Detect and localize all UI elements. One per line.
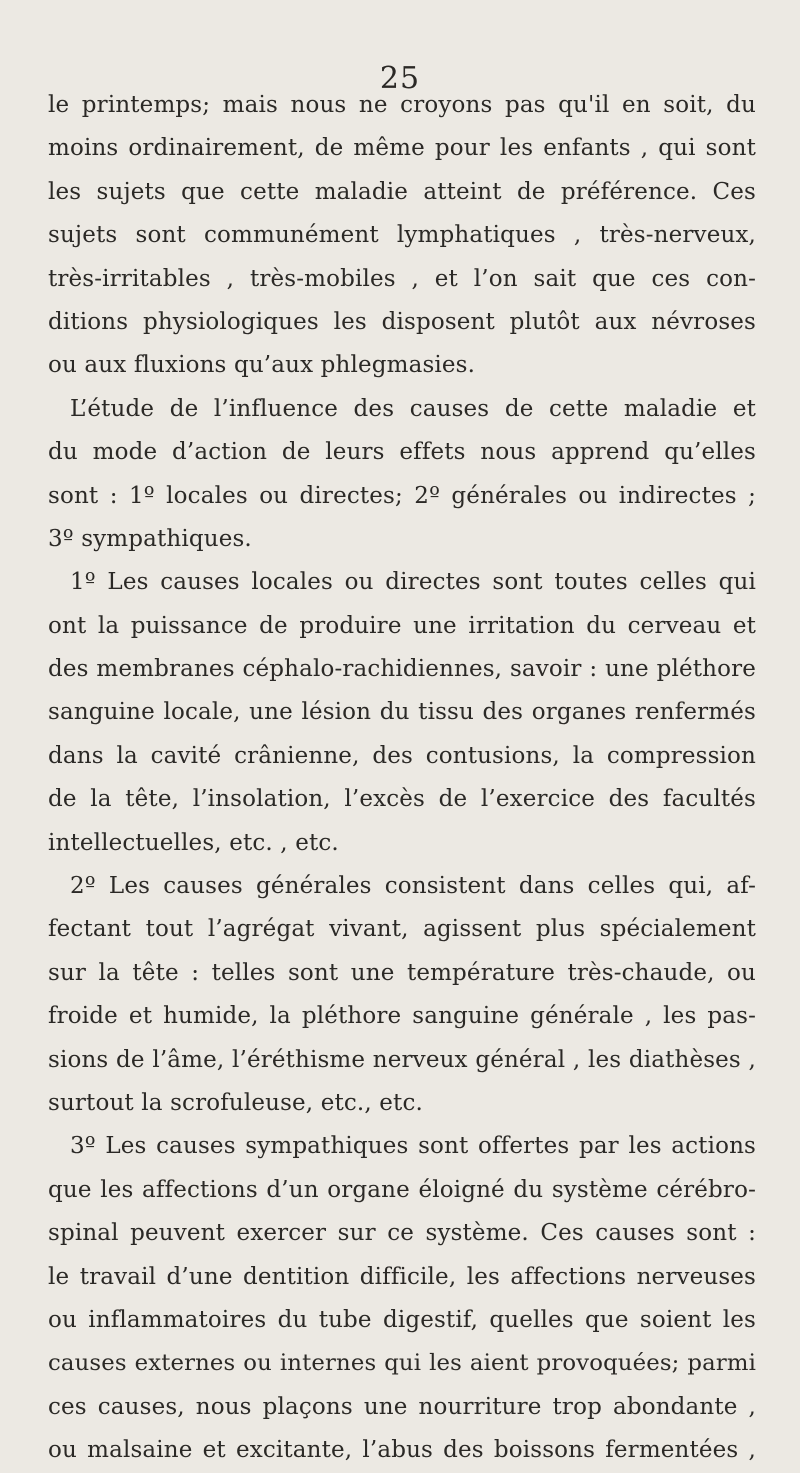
text-line: sur la tête : telles sont une température très-chaude, ou xyxy=(48,959,756,986)
text-line: ces causes, nous plaçons une nourriture trop abondante , xyxy=(48,1393,756,1420)
text-line: dans la cavité crânienne, des contusions, la compression xyxy=(48,742,756,769)
text-line: des membranes céphalo-rachidiennes, savoir : une pléthore xyxy=(48,656,756,683)
text-line: le printemps; mais nous ne croyons pas qu'il en soit, du xyxy=(48,92,756,118)
text-line: causes externes ou internes qui les aient provoquées; parmi xyxy=(48,1350,756,1377)
text-line: froide et humide, la pléthore sanguine générale , les pas- xyxy=(48,1003,756,1030)
text-line: sions de l’âme, l’éréthisme nerveux général , les diathèses , xyxy=(48,1046,756,1073)
text-line: intellectuelles, etc. , etc. xyxy=(48,829,339,856)
text-line: 1º Les causes locales ou directes sont toutes celles qui xyxy=(70,569,756,596)
text-line: ou malsaine et excitante, l’abus des boissons fermentées , xyxy=(48,1437,756,1464)
text-line: surtout la scrofuleuse, etc., etc. xyxy=(48,1089,423,1116)
text-line: 2º Les causes générales consistent dans celles qui, af- xyxy=(70,873,756,900)
text-line: ou inflammatoires du tube digestif, quelles que soient les xyxy=(48,1306,756,1333)
text-line: sanguine locale, une lésion du tissu des organes renfermés xyxy=(48,699,756,726)
text-line: les sujets que cette maladie atteint de préférence. Ces xyxy=(48,178,756,205)
text-line: sont : 1º locales ou directes; 2º générales ou indirectes ; xyxy=(48,482,756,509)
text-line: de la tête, l’insolation, l’excès de l’exercice des facultés xyxy=(48,786,756,813)
text-line: moins ordinairement, de même pour les enfants , qui sont xyxy=(48,135,756,162)
text-line: ou aux fluxions qu’aux phlegmasies. xyxy=(48,352,476,379)
text-line: L’étude de l’influence des causes de cette maladie et xyxy=(70,395,756,422)
text-line: 3º sympathiques. xyxy=(48,525,252,552)
text-line: très-irritables , très-mobiles , et l’on sait que ces con- xyxy=(48,265,756,292)
page-number: 25 xyxy=(379,61,421,96)
text-line: du mode d’action de leurs effets nous apprend qu’elles xyxy=(48,439,756,466)
text-line: fectant tout l’agrégat vivant, agissent plus spécialement xyxy=(48,916,756,943)
text-line: que les affections d’un organe éloigné du système cérébro- xyxy=(48,1176,756,1203)
text-line: ditions physiologiques les disposent plutôt aux névroses xyxy=(48,308,756,335)
text-line: 3º Les causes sympathiques sont offertes par les actions xyxy=(70,1133,756,1160)
text-line: sujets sont communément lymphatiques , très-nerveux, xyxy=(48,222,756,249)
text-line: le travail d’une dentition difficile, les affections nerveuses xyxy=(48,1263,756,1290)
body-text xyxy=(48,84,756,1473)
text-line: spinal peuvent exercer sur ce système. Ces causes sont : xyxy=(48,1220,756,1247)
text-line: ont la puissance de produire une irritation du cerveau et xyxy=(48,612,756,639)
